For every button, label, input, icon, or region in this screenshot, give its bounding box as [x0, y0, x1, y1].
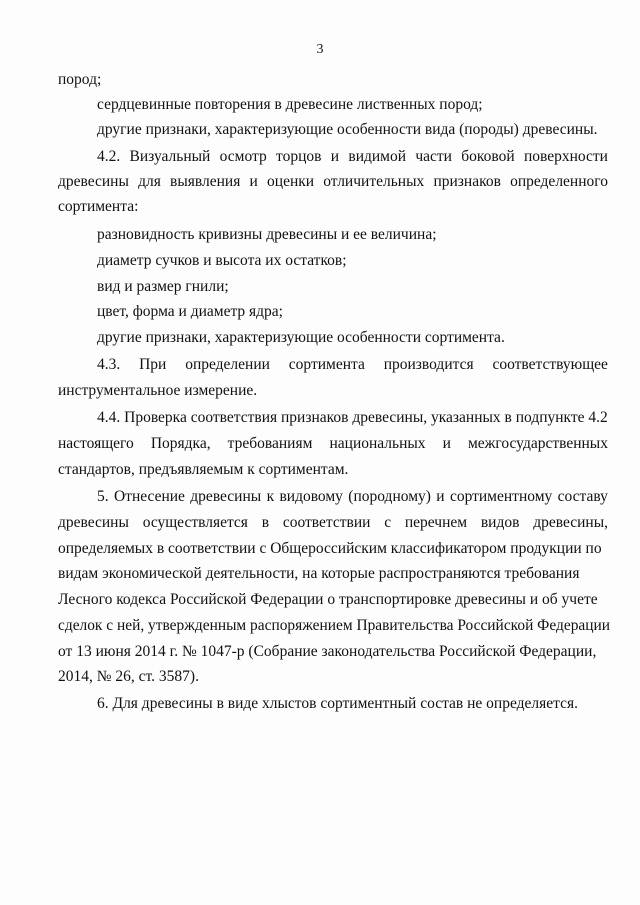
text-line: сортимента: — [58, 198, 139, 215]
word: требованиям — [227, 435, 313, 452]
word: боковой — [461, 148, 515, 165]
word: древесины — [58, 514, 129, 531]
page-number: 3 — [316, 42, 324, 57]
text-line: видам экономической деятельности, на которые распространяются требования — [58, 565, 580, 582]
text-line: 6. Для древесины в виде хлыстов сортиментный состав не определяется. — [97, 695, 579, 712]
word: производится — [383, 356, 474, 373]
text-line: пород; — [58, 71, 102, 88]
text-line — [58, 513, 608, 533]
word: древесины — [58, 173, 129, 190]
word: 5. — [97, 488, 109, 505]
word: видовому — [279, 488, 343, 505]
text-line — [97, 147, 608, 167]
text-line: вид и размер гнили; — [97, 278, 229, 295]
word: Визуальный — [129, 148, 211, 165]
text-line: другие признаки, характеризующие особенности вида (породы) древесины. — [97, 121, 598, 138]
text-line: Лесного кодекса Российской Федерации о транспортировке древесины и об учете — [58, 591, 598, 608]
word: видов — [480, 514, 520, 531]
word: 4.3. — [97, 356, 121, 373]
word: перечнем — [404, 514, 468, 531]
text-line: диаметр сучков и высота их остатков; — [97, 252, 347, 269]
word: в — [261, 514, 270, 531]
word: видимой — [348, 148, 407, 165]
word: части — [415, 148, 452, 165]
word: Порядка, — [150, 435, 211, 452]
word: сортимента — [288, 356, 365, 373]
text-line: от 13 июня 2014 г. № 1047-р (Собрание законодательства Российской Федерации, — [58, 643, 597, 660]
text-line: сердцевинные повторения в древесине лиственных пород; — [97, 96, 483, 113]
word: и — [330, 148, 340, 165]
word: Отнесение — [113, 488, 185, 505]
word: осмотр — [219, 148, 267, 165]
text-line: инструментальное измерение. — [58, 382, 258, 399]
text-line: 4.4. Проверка соответствия признаков древесины, указанных в подпункте 4.2 — [97, 409, 608, 426]
word: 4.2. — [97, 148, 121, 165]
word: определении — [185, 356, 270, 373]
word: с — [384, 514, 392, 531]
word: сортиментному — [449, 488, 553, 505]
text-line: сделок с ней, утвержденным распоряжением Правительства Российской Федерации — [58, 617, 610, 634]
text-line — [58, 434, 608, 454]
word: межгосударственных — [467, 435, 608, 452]
word: торцов — [276, 148, 322, 165]
word: древесины, — [533, 514, 608, 531]
word: поверхности — [523, 148, 608, 165]
text-line: другие признаки, характеризующие особенности сортимента. — [97, 329, 505, 346]
text-line: определяемых в соответствии с Общероссийским классификатором продукции по — [58, 540, 602, 557]
word: древесины — [190, 488, 262, 505]
word: соответствующее — [492, 356, 608, 373]
word: и — [436, 488, 445, 505]
text-line: 2014, № 26, ст. 3587). — [58, 668, 199, 685]
text-line — [97, 355, 608, 375]
word: для — [138, 173, 161, 190]
word: составу — [557, 488, 608, 505]
word: выявления — [170, 173, 241, 190]
word: оценки — [267, 173, 315, 190]
text-line: цвет, форма и диаметр ядра; — [97, 303, 283, 320]
word: настоящего — [58, 435, 134, 452]
word: При — [139, 356, 167, 373]
word: (породному) — [348, 488, 431, 505]
text-line: разновидность кривизны древесины и ее величина; — [97, 226, 437, 243]
word: определенного — [510, 173, 608, 190]
word: отличительных — [323, 173, 425, 190]
word: к — [266, 488, 275, 505]
word: и — [442, 435, 451, 452]
text-line: стандартов, предъявляемым к сортиментам. — [58, 461, 349, 478]
text-line — [58, 172, 608, 192]
word: признаков — [433, 173, 501, 190]
word: осуществляется — [142, 514, 248, 531]
word: национальных — [329, 435, 426, 452]
word: и — [249, 173, 258, 190]
word: соответствии — [282, 514, 371, 531]
text-line — [97, 487, 608, 507]
